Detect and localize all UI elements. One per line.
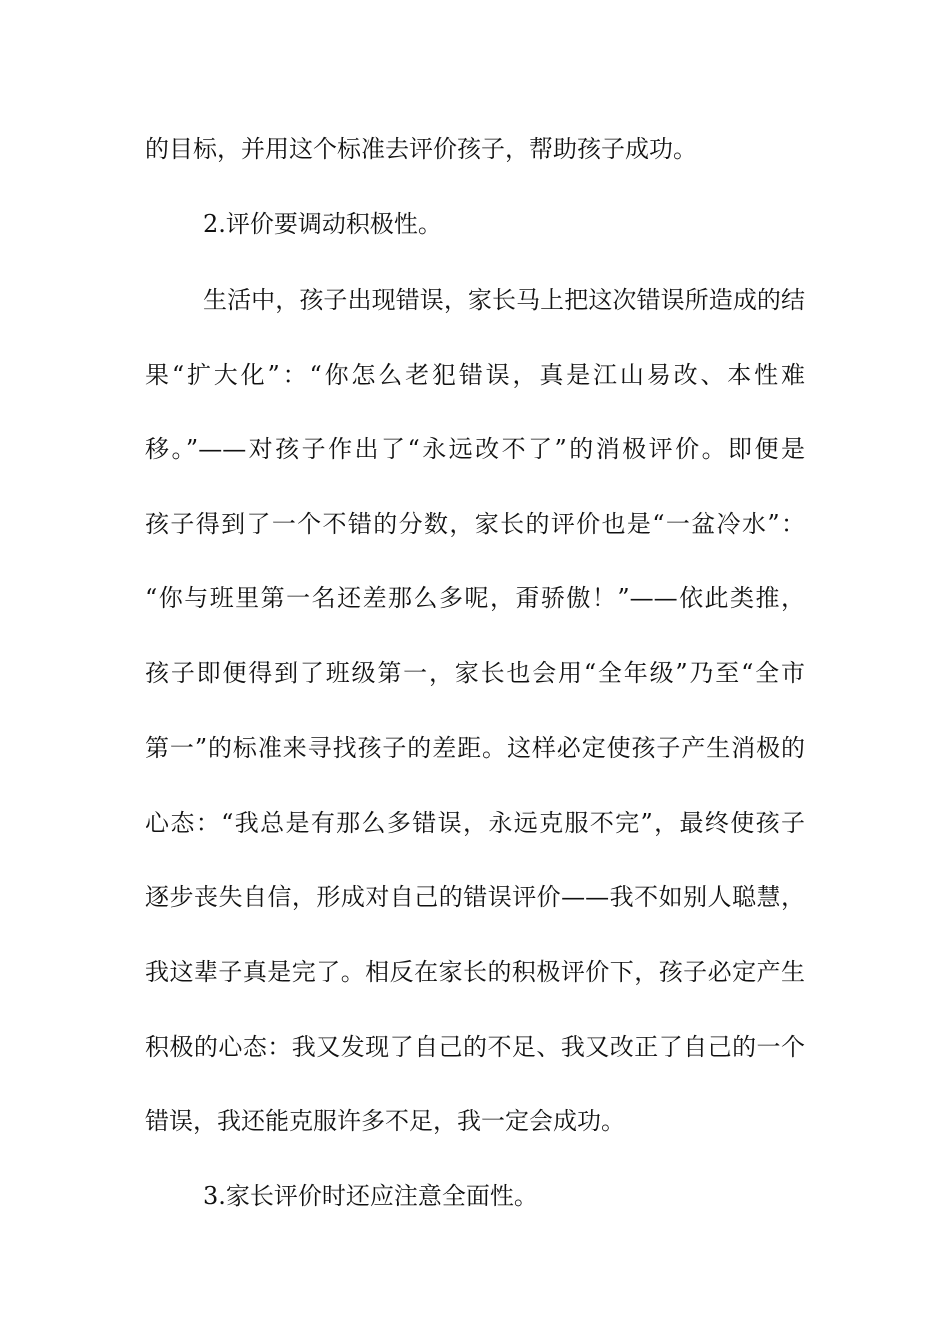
paragraph-line-1: 的目标，并用这个标准去评价孩子，帮助孩子成功。 [145, 135, 697, 163]
paragraph-line-6: 孩子得到了一个不错的分数，家长的评价也是“一盆冷水”： [145, 510, 805, 538]
paragraph-line-3: 生活中，孩子出现错误，家长马上把这次错误所造成的结 [203, 286, 805, 314]
paragraph-line-14: 错误，我还能克服许多不足，我一定会成功。 [145, 1107, 625, 1135]
section-heading-3: 3.家长评价时还应注意全面性。 [203, 1182, 538, 1210]
paragraph-line-13: 积极的心态：我又发现了自己的不足、我又改正了自己的一个 [145, 1033, 805, 1061]
paragraph-line-7: “你与班里第一名还差那么多呢，甭骄傲！”——依此类推， [145, 584, 805, 612]
paragraph-line-4: 果“扩大化”：“你怎么老犯错误，真是江山易改、本性难 [145, 361, 805, 389]
paragraph-line-10: 心态：“我总是有那么多错误，永远克服不完”，最终使孩子 [145, 809, 805, 837]
paragraph-line-11: 逐步丧失自信，形成对自己的错误评价——我不如别人聪慧， [145, 883, 805, 911]
paragraph-line-5: 移。”——对孩子作出了“永远改不了”的消极评价。即便是 [145, 435, 805, 463]
paragraph-line-9: 第一”的标准来寻找孩子的差距。这样必定使孩子产生消极的 [145, 734, 805, 762]
paragraph-line-8: 孩子即便得到了班级第一，家长也会用“全年级”乃至“全市 [145, 659, 805, 687]
paragraph-line-12: 我这辈子真是完了。相反在家长的积极评价下，孩子必定产生 [145, 958, 805, 986]
section-heading-2: 2.评价要调动积极性。 [203, 210, 442, 238]
